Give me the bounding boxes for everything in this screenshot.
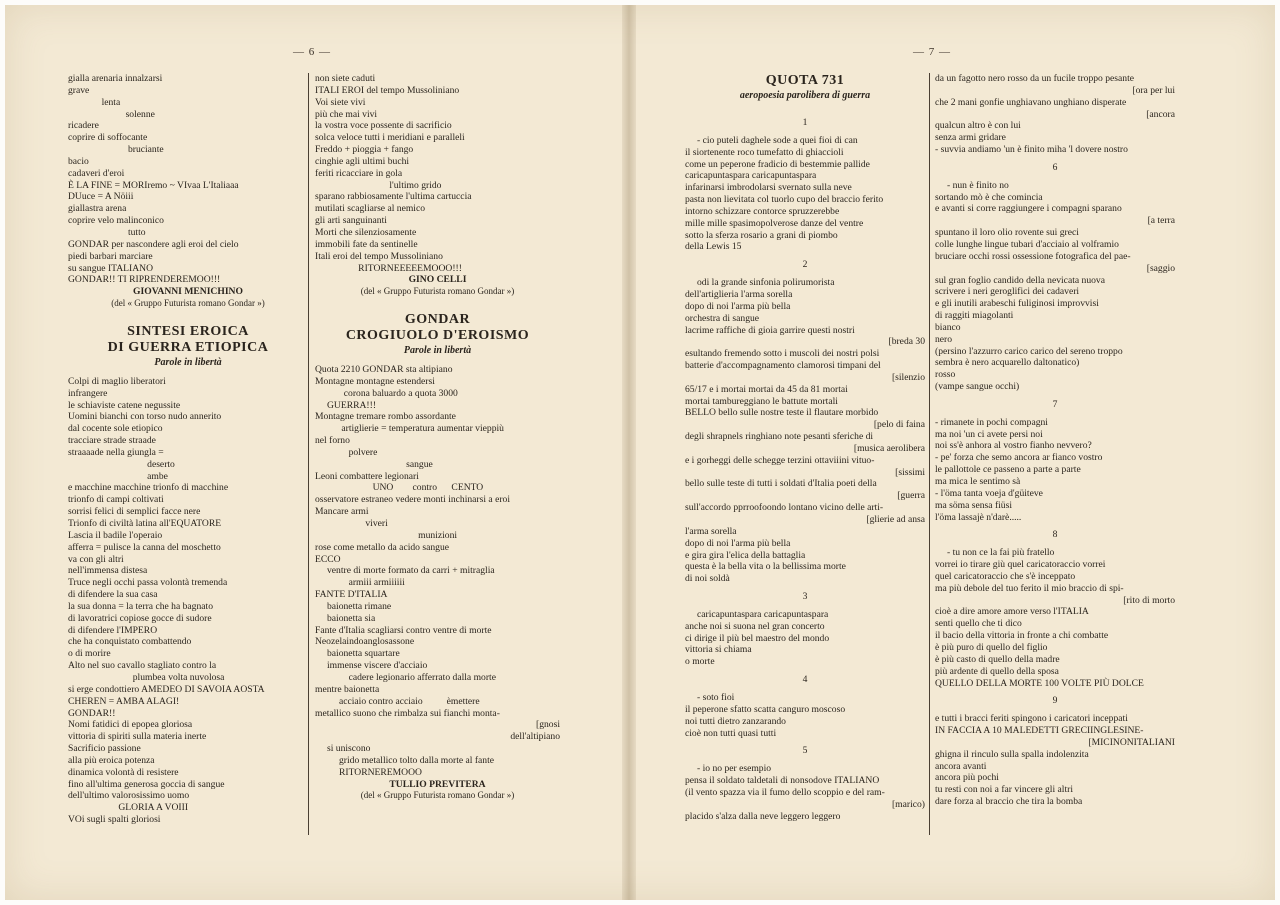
col4-line: cioè a dire amore amore verso l'ITALIA	[935, 606, 1089, 618]
col4-line: ma più debole del tuo ferito il mio braccio di spi-	[935, 582, 1124, 594]
col3-line: noi tutti dietro zanzarando	[685, 715, 786, 727]
col1-line: Nomi fatidici di epopea gloriosa	[68, 719, 193, 731]
col2-line: Itali eroi del tempo Mussoliniano	[315, 250, 443, 262]
col3-line: - cio puteli daghele sode a quei fioi di can	[685, 134, 858, 146]
col2-line: Montagne tremare rombo assordante	[315, 411, 456, 423]
col2-line: sparano rabbiosamente l'ultima cartuccia	[315, 191, 472, 203]
col2-line: (del « Gruppo Futurista romano Gondar »)	[360, 286, 515, 297]
col3-line: ci dirige il più bel maestro del mondo	[685, 632, 830, 644]
col4-line: il bacio della vittoria in fronte a chi combatte	[935, 630, 1109, 642]
col4-line: vorrei io tirare giù quel caricatoraccio vorrei	[935, 559, 1106, 571]
col4-line: [a terra	[1147, 215, 1175, 227]
col1-line: di difendere l'IMPERO	[68, 624, 158, 636]
col1-line: grave	[68, 84, 90, 96]
col2-line: ITALI EROI del tempo Mussoliniano	[315, 84, 460, 96]
col1-line: plumbea volta nuvolosa	[68, 671, 225, 683]
col2-line: non siete caduti	[315, 73, 376, 84]
col1-line: alla più eroica potenza	[68, 754, 155, 766]
col2-line: sangue	[315, 458, 433, 470]
col3-line: degli shrapnels ringhiano note pesanti sferiche di	[685, 431, 874, 443]
col3-line: dopo di noi l'arma più bella	[685, 300, 791, 312]
col4-line: QUELLO DELLA MORTE 100 VOLTE PIÙ DOLCE	[935, 677, 1144, 689]
col3-line: esultando fremendo sotto i muscoli dei nostri polsi	[685, 348, 880, 360]
col4-line: spuntano il loro olio rovente sui greci	[935, 227, 1079, 239]
col2-line: l'ultimo grido	[315, 179, 442, 191]
col2-line: Mancare armi	[315, 506, 369, 518]
col3-line: [glierie ad ansa	[866, 514, 925, 525]
col1-line: solenne	[68, 108, 155, 120]
col1-line: bacio	[68, 155, 89, 167]
col1-line: GONDAR per nascondere agli eroi del cielo	[68, 238, 239, 250]
col2-line: acciaio contro acciaio èmettere	[315, 695, 480, 707]
col3-line: 5	[802, 745, 808, 757]
col1-line: È LA FINE = MORIremo ~ VIvaa L'Italiaaa	[68, 179, 239, 191]
col4-line: - rimanete in pochi compagni	[935, 416, 1048, 428]
col1-line: afferra = pulisce la canna del moschetto	[68, 541, 221, 553]
col4-line: senti quello che ti dico	[935, 618, 1022, 630]
col2-line: baionetta rimane	[315, 600, 392, 612]
col1-line: la sua donna = la terra che ha bagnato	[68, 600, 213, 612]
col2-line: Leoni combattere legionari	[315, 470, 419, 482]
col1-line: Trionfo di civiltà latina all'EQUATORE	[68, 518, 222, 529]
col1-line: sorrisi felici di semplici facce nere	[68, 506, 201, 518]
col2-line: corona baluardo a quota 3000	[315, 387, 458, 399]
col1-line: Sacrificio passione	[68, 743, 141, 755]
col2-line: Morti che silenziosamente	[315, 226, 417, 238]
column-4	[935, 73, 1175, 903]
col3-line: - io no per esempio	[685, 763, 772, 775]
col1-line: le schiaviste catene negussite	[68, 399, 181, 411]
col2-line: rose come metallo da acido sangue	[315, 541, 449, 553]
col2-line: TULLIO PREVITERA	[389, 778, 486, 790]
col4-line: qualcun altro è con lui	[935, 120, 1021, 132]
col2-line: metallico suono che rimbalza sui fianchi monta-	[315, 707, 500, 719]
col3-line: placido s'alza dalla neve leggero leggero	[685, 810, 841, 822]
col3-line: dopo di noi l'arma più bella	[685, 537, 791, 549]
col3-line: o morte	[685, 656, 715, 668]
col1-line: che ha conquistato combattendo	[68, 636, 192, 648]
col4-line: [MICINONITALIANI	[1088, 736, 1175, 748]
page-number-left: — 6 —	[293, 46, 331, 58]
col3-line: bello sulle teste di tutti i soldati d'Italia poeti della	[685, 478, 877, 490]
col2-line: RITORNEREMOOO	[315, 766, 422, 778]
col1-line: straaaade nella giungla =	[68, 446, 164, 458]
col3-line: il siortenente roco tumefatto di ghiaccioli	[685, 146, 844, 158]
col2-line: ECCO	[315, 553, 341, 565]
col4-line: scrivere i neri geroglifici dei cadaveri	[935, 286, 1080, 298]
col4-line: è più puro di quello del figlio	[935, 641, 1048, 653]
col4-line: che 2 mani gonfie unghiavano unghiano disperate	[935, 96, 1127, 108]
col4-line: dare forza al braccio che tira la bomba	[935, 796, 1083, 808]
col1-line: giallastra arena	[68, 203, 127, 215]
col4-line: (vampe sangue occhi)	[935, 381, 1020, 393]
col3-line: lacrime raffiche di gioia garrire questi nostri	[685, 324, 855, 336]
col1-line: VOi sugli spalti gloriosi	[68, 814, 161, 826]
col4-line: ma noi 'un ci avete persi noi	[935, 428, 1043, 440]
col3-line: caricapuntaspara caricapuntaspara	[685, 608, 829, 620]
col4-line: - nun è finito no	[935, 179, 1009, 191]
column-3	[685, 73, 925, 903]
col2-line: RITORNEEEEEMOOO!!!	[315, 262, 462, 274]
col3-line: 1	[802, 117, 808, 128]
col4-line: - suvvia andiamo 'un è finito miha 'l dovere nostro	[935, 144, 1128, 156]
col2-line: Neozelaindoanglosassone	[315, 636, 415, 648]
col3-line: infarinarsi imbrodolarsi svernato sulla neve	[685, 182, 852, 194]
col2-line: la vostra voce possente di sacrificio	[315, 120, 452, 132]
col4-line: ghigna il rinculo sulla spalla indolenzita	[935, 748, 1089, 760]
col3-line: caricapuntaspara caricapuntaspara	[685, 170, 817, 182]
col3-line: intorno schizzare contorce spruzzerebbe	[685, 205, 840, 217]
col2-line: solca veloce tutti i meridiani e paralleli	[315, 132, 465, 144]
col1-line: o di morire	[68, 648, 111, 660]
col3-line: [silenzio	[891, 371, 925, 383]
col4-line: 7	[1052, 398, 1058, 410]
col3-line: - soto fioi	[685, 691, 735, 703]
col2-line: grido metallico tolto dalla morte al fante	[315, 754, 495, 766]
col2-line: nel forno	[315, 435, 350, 447]
col2-line: baionetta sia	[315, 612, 376, 624]
col4-line: senza armi gridare	[935, 132, 1006, 144]
col3-line: BELLO bello sulle nostre teste il flautare morbido	[685, 407, 879, 419]
col4-line: 9	[1052, 695, 1058, 707]
col2-line: [gnosi	[536, 719, 560, 731]
col1-line: ricadere	[68, 120, 99, 132]
col1-line: nell'immensa distesa	[68, 565, 148, 577]
col3-line: pensa il soldato taldetali di nonsodove ITALIANO	[685, 775, 880, 787]
col4-line: ma mica le sentimo sà	[935, 476, 1021, 487]
page-number-right: — 7 —	[913, 46, 951, 58]
col1-line: fino all'ultima generosa goccia di sangue	[68, 778, 225, 790]
col3-line: [breda 30	[888, 336, 925, 348]
col3-line: mille mille spasimopolverose danze del ventre	[685, 217, 864, 229]
col3-line: e i gorheggi delle schegge terzini ottaviiini vituo-	[685, 454, 875, 466]
col4-line: ancora più pochi	[935, 772, 999, 784]
column-divider-right	[929, 73, 930, 835]
col1-line: tracciare strade straade	[68, 435, 156, 447]
col4-line: nero	[935, 333, 953, 345]
col1-line: va con gli altri	[68, 553, 124, 565]
col2-line: Fante d'Italia scagliarsi contro ventre di morte	[315, 624, 492, 636]
col1-line: DI GUERRA ETIOPICA	[107, 339, 269, 355]
col1-line: cadaveri d'eroi	[68, 167, 125, 179]
col3-line: 3	[802, 591, 808, 603]
col4-line: [ancora	[1146, 108, 1175, 120]
col2-line: Parole in libertà	[403, 345, 472, 357]
col2-line	[315, 298, 560, 312]
col4-line: l'öma lassajè n'darè.....	[935, 511, 1022, 523]
col1-line: deserto	[68, 458, 175, 470]
col4-line: tu resti con noi a far vincere gli altri	[935, 784, 1073, 796]
col3-line: dell'artiglieria l'arma sorella	[685, 288, 793, 300]
col3-line: il peperone sfatto scatta canguro moscoso	[685, 703, 846, 715]
col4-line: rosso	[935, 369, 956, 381]
col3-line: come un peperone fradicio di bestemmie pallide	[685, 158, 870, 170]
col3-line: anche noi si suona nel gran concerto	[685, 620, 825, 632]
col4-line: quel caricatoraccio che s'è inceppato	[935, 570, 1076, 582]
col1-line: dell'ultimo valorosissimo uomo	[68, 790, 190, 802]
col1-line: infrangere	[68, 387, 108, 399]
col4-line: - l'öma tanta voeja d'güiteve	[935, 487, 1043, 499]
col3-line: [guerra	[897, 490, 925, 502]
col3-line: e gira gira l'elica della battaglia	[685, 549, 806, 561]
col2-line: si uniscono	[315, 743, 371, 755]
col1-line: si erge condottiero AMEDEO DI SAVOIA AOSTA	[68, 683, 265, 695]
col4-line: 6	[1052, 161, 1058, 173]
col4-line: bruciare occhi rossi ossessione fotografica del pae-	[935, 250, 1131, 262]
col2-line: armiii armiiiiii	[315, 577, 405, 589]
col2-line: mutilati scagliarse al nemico	[315, 203, 426, 215]
col1-line: piedi barbari marciare	[68, 250, 153, 262]
col3-line: vittoria si chiama	[685, 644, 752, 656]
col1-line: dal cocente sole etiopico	[68, 423, 163, 435]
col2-line: osservatore estraneo vedere monti inchinarsi a eroi	[315, 494, 510, 506]
col1-line: gialla arenaria innalzarsi	[68, 73, 163, 84]
col1-line: Uomini bianchi con torso nudo annerito	[68, 411, 222, 423]
col1-line: (del « Gruppo Futurista romano Gondar »)	[111, 298, 265, 309]
col2-line: cinghie agli ultimi buchi	[315, 155, 410, 167]
col3-line: (il vento spazza via il fumo dello scoppio e del ram-	[685, 786, 885, 798]
col2-line: immense viscere d'acciaio	[315, 660, 428, 672]
col2-line: immobili fate da sentinelle	[315, 238, 418, 250]
col3-line: orchestra di sangue	[685, 312, 760, 324]
col3-line: odi la grande sinfonia polirumorista	[685, 277, 835, 289]
col1-line: trionfo di campi coltivati	[68, 494, 164, 506]
col2-line: GUERRA!!!	[315, 399, 377, 411]
col4-line: - tu non ce la fai più fratello	[935, 547, 1055, 559]
col2-line: GINO CELLI	[408, 274, 467, 286]
col2-line: UNO contro CENTO	[315, 482, 484, 494]
col1-line: dinamica volontà di resistere	[68, 766, 179, 778]
col2-line: mentre baionetta	[315, 683, 380, 695]
col1-line: di difendere la sua casa	[68, 589, 158, 601]
col2-line: viveri	[315, 518, 388, 529]
col4-line: colle lunghe lingue tubari d'acciaio al volframio	[935, 238, 1119, 250]
col1-line: GONDAR!!	[68, 707, 116, 719]
col2-line: Voi siete vivi	[315, 96, 366, 108]
book-spread	[5, 5, 1275, 900]
col3-line: [pelo di faina	[873, 419, 925, 431]
col3-line: 4	[802, 674, 808, 686]
col4-line: [saggio	[1146, 262, 1175, 274]
col4-line: sembra è nero acquarello daltonatico)	[935, 357, 1080, 369]
col4-line: le pallottole ce passeno a parte a parte	[935, 464, 1081, 476]
col2-line: CROGIUOLO D'EROISMO	[345, 328, 530, 344]
col2-line: polvere	[315, 446, 378, 458]
col3-line: [marico)	[891, 798, 925, 810]
col4-line: di raggiti miagolanti	[935, 310, 1014, 322]
col2-line: FANTE D'ITALIA	[315, 589, 388, 601]
col1-line: Colpi di maglio liberatori	[68, 375, 166, 387]
col3-line: questa è la bella vita o la bellissima morte	[685, 561, 846, 573]
col2-line: più che mai vivi	[315, 108, 378, 120]
col4-line: - pe' forza che semo ancora ar fianco vostro	[935, 452, 1103, 464]
col2-line: feriti ricacciare in gola	[315, 167, 403, 179]
col4-line: ancora avanti	[935, 760, 987, 772]
col3-line: l'arma sorella	[685, 525, 737, 537]
col1-line: vittoria di spiriti sulla materia inerte	[68, 731, 207, 743]
col1-line: di lavoratrici copiose gocce di sudore	[68, 612, 212, 624]
col4-line: e gli inutili arabeschi fuliginosi improvvisi	[935, 298, 1099, 310]
col4-line: da un fagotto nero rosso da un fucile troppo pesante	[935, 73, 1135, 84]
col1-line	[68, 310, 308, 324]
col4-line: sortando mò è che comincia	[935, 191, 1043, 203]
col4-line: [rito di morto	[1123, 594, 1175, 606]
col1-line: GONDAR!! TI RIPRENDEREMOO!!!	[68, 274, 221, 286]
col3-line: sotto la sferza rosario a grani di piombo	[685, 229, 838, 241]
col3-line: 65/17 e i mortai mortai da 45 da 81 mortai	[685, 383, 848, 395]
column-divider-left	[308, 73, 309, 835]
column-1	[68, 73, 308, 903]
col1-line: Parole in libertà	[154, 356, 222, 368]
col4-line: [ora per lui	[1132, 84, 1175, 96]
col3-line: aeropoesia parolibera di guerra	[739, 90, 871, 101]
col1-line: bruciante	[68, 144, 164, 156]
col1-line: CHEREN = AMBA ALAGI!	[68, 695, 180, 707]
col3-line: batterie d'accompagnamento clamorosi timpani del	[685, 360, 881, 372]
col2-line: gli arti sanguinanti	[315, 215, 387, 227]
col3-line: [musica aerolibera	[853, 442, 925, 454]
col3-line: cioè non tutti quasi tutti	[685, 727, 777, 739]
col4-line: bianco	[935, 321, 961, 333]
col2-line: Freddo + pioggia + fango	[315, 144, 414, 156]
col3-line: mortai tambureggiano le battute mortali	[685, 395, 838, 407]
col2-line: GONDAR	[404, 312, 471, 328]
col2-line: dell'altipiano	[510, 731, 560, 743]
col1-line: Alto nel suo cavallo stagliato contro la	[68, 660, 217, 672]
col2-line: Quota 2210 GONDAR sta altipiano	[315, 364, 453, 376]
col3-line: della Lewis 15	[685, 241, 742, 253]
col4-line: e avanti si corre raggiungere i compagni sparano	[935, 203, 1122, 215]
col3-line: pasta non lievitata col tuorlo cupo del braccio ferito	[685, 194, 884, 206]
col3-line: [sissimi	[895, 466, 925, 478]
col3-line: sull'accordo pprroofoondo lontano vicino delle arti-	[685, 502, 884, 514]
col4-line: e tutti i bracci feriti spingono i caricatori inceppati	[935, 713, 1128, 725]
col4-line: sul gran foglio candido della nevicata nuova	[935, 274, 1105, 286]
col1-line: Lascia il badile l'operaio	[68, 529, 163, 541]
col1-line: tutto	[68, 226, 146, 238]
col1-line: DUuce = A Nöiii	[68, 191, 134, 203]
col1-line: lenta	[68, 96, 121, 108]
col4-line: IN FACCIA A 10 MALEDETTI GRECIINGLESINE-	[935, 725, 1144, 737]
column-2	[315, 73, 560, 903]
col4-line: è più casto di quello della madre	[935, 653, 1060, 665]
book-gutter	[622, 5, 636, 900]
col1-line: coprire velo malinconico	[68, 215, 164, 227]
col1-line: e macchine macchine trionfo di macchine	[68, 482, 229, 494]
col2-line: baionetta squartare	[315, 648, 400, 660]
col2-line: ventre di morte formato da carri + mitraglia	[315, 565, 495, 577]
col2-line: artiglierie = temperatura aumentar vieppiù	[315, 423, 504, 435]
col2-line: (del « Gruppo Futurista romano Gondar »)	[360, 790, 515, 801]
col4-line: ma söma sensa fiüsi	[935, 499, 1013, 511]
col4-line: più ardente di quello della sposa	[935, 665, 1059, 677]
col2-line: munizioni	[315, 529, 458, 541]
col1-line: GLORIA A VOIII	[68, 802, 189, 814]
col1-line: GIOVANNI MENICHINO	[133, 286, 243, 298]
col1-line: Truce negli occhi passa volontà tremenda	[68, 577, 228, 589]
col1-line: su sangue ITALIANO	[68, 262, 154, 274]
col2-line: Montagne montagne estendersi	[315, 375, 435, 387]
col4-line: (persino l'azzurro carico carico del sereno troppo	[935, 345, 1123, 357]
col3-line: QUOTA 731	[765, 73, 845, 88]
col3-line: di noi soldà	[685, 573, 730, 585]
col1-line: SINTESI EROICA	[127, 323, 249, 339]
col2-line: cadere legionario afferrato dalla morte	[315, 671, 496, 683]
col3-line: 2	[802, 259, 808, 271]
col1-line: coprire di soffocante	[68, 132, 148, 144]
col3-line	[685, 103, 925, 117]
col4-line: noi ss'è anhora al vostro fianho nevvero?	[935, 440, 1092, 452]
col4-line: 8	[1052, 529, 1058, 541]
col1-line: ambe	[68, 470, 168, 482]
